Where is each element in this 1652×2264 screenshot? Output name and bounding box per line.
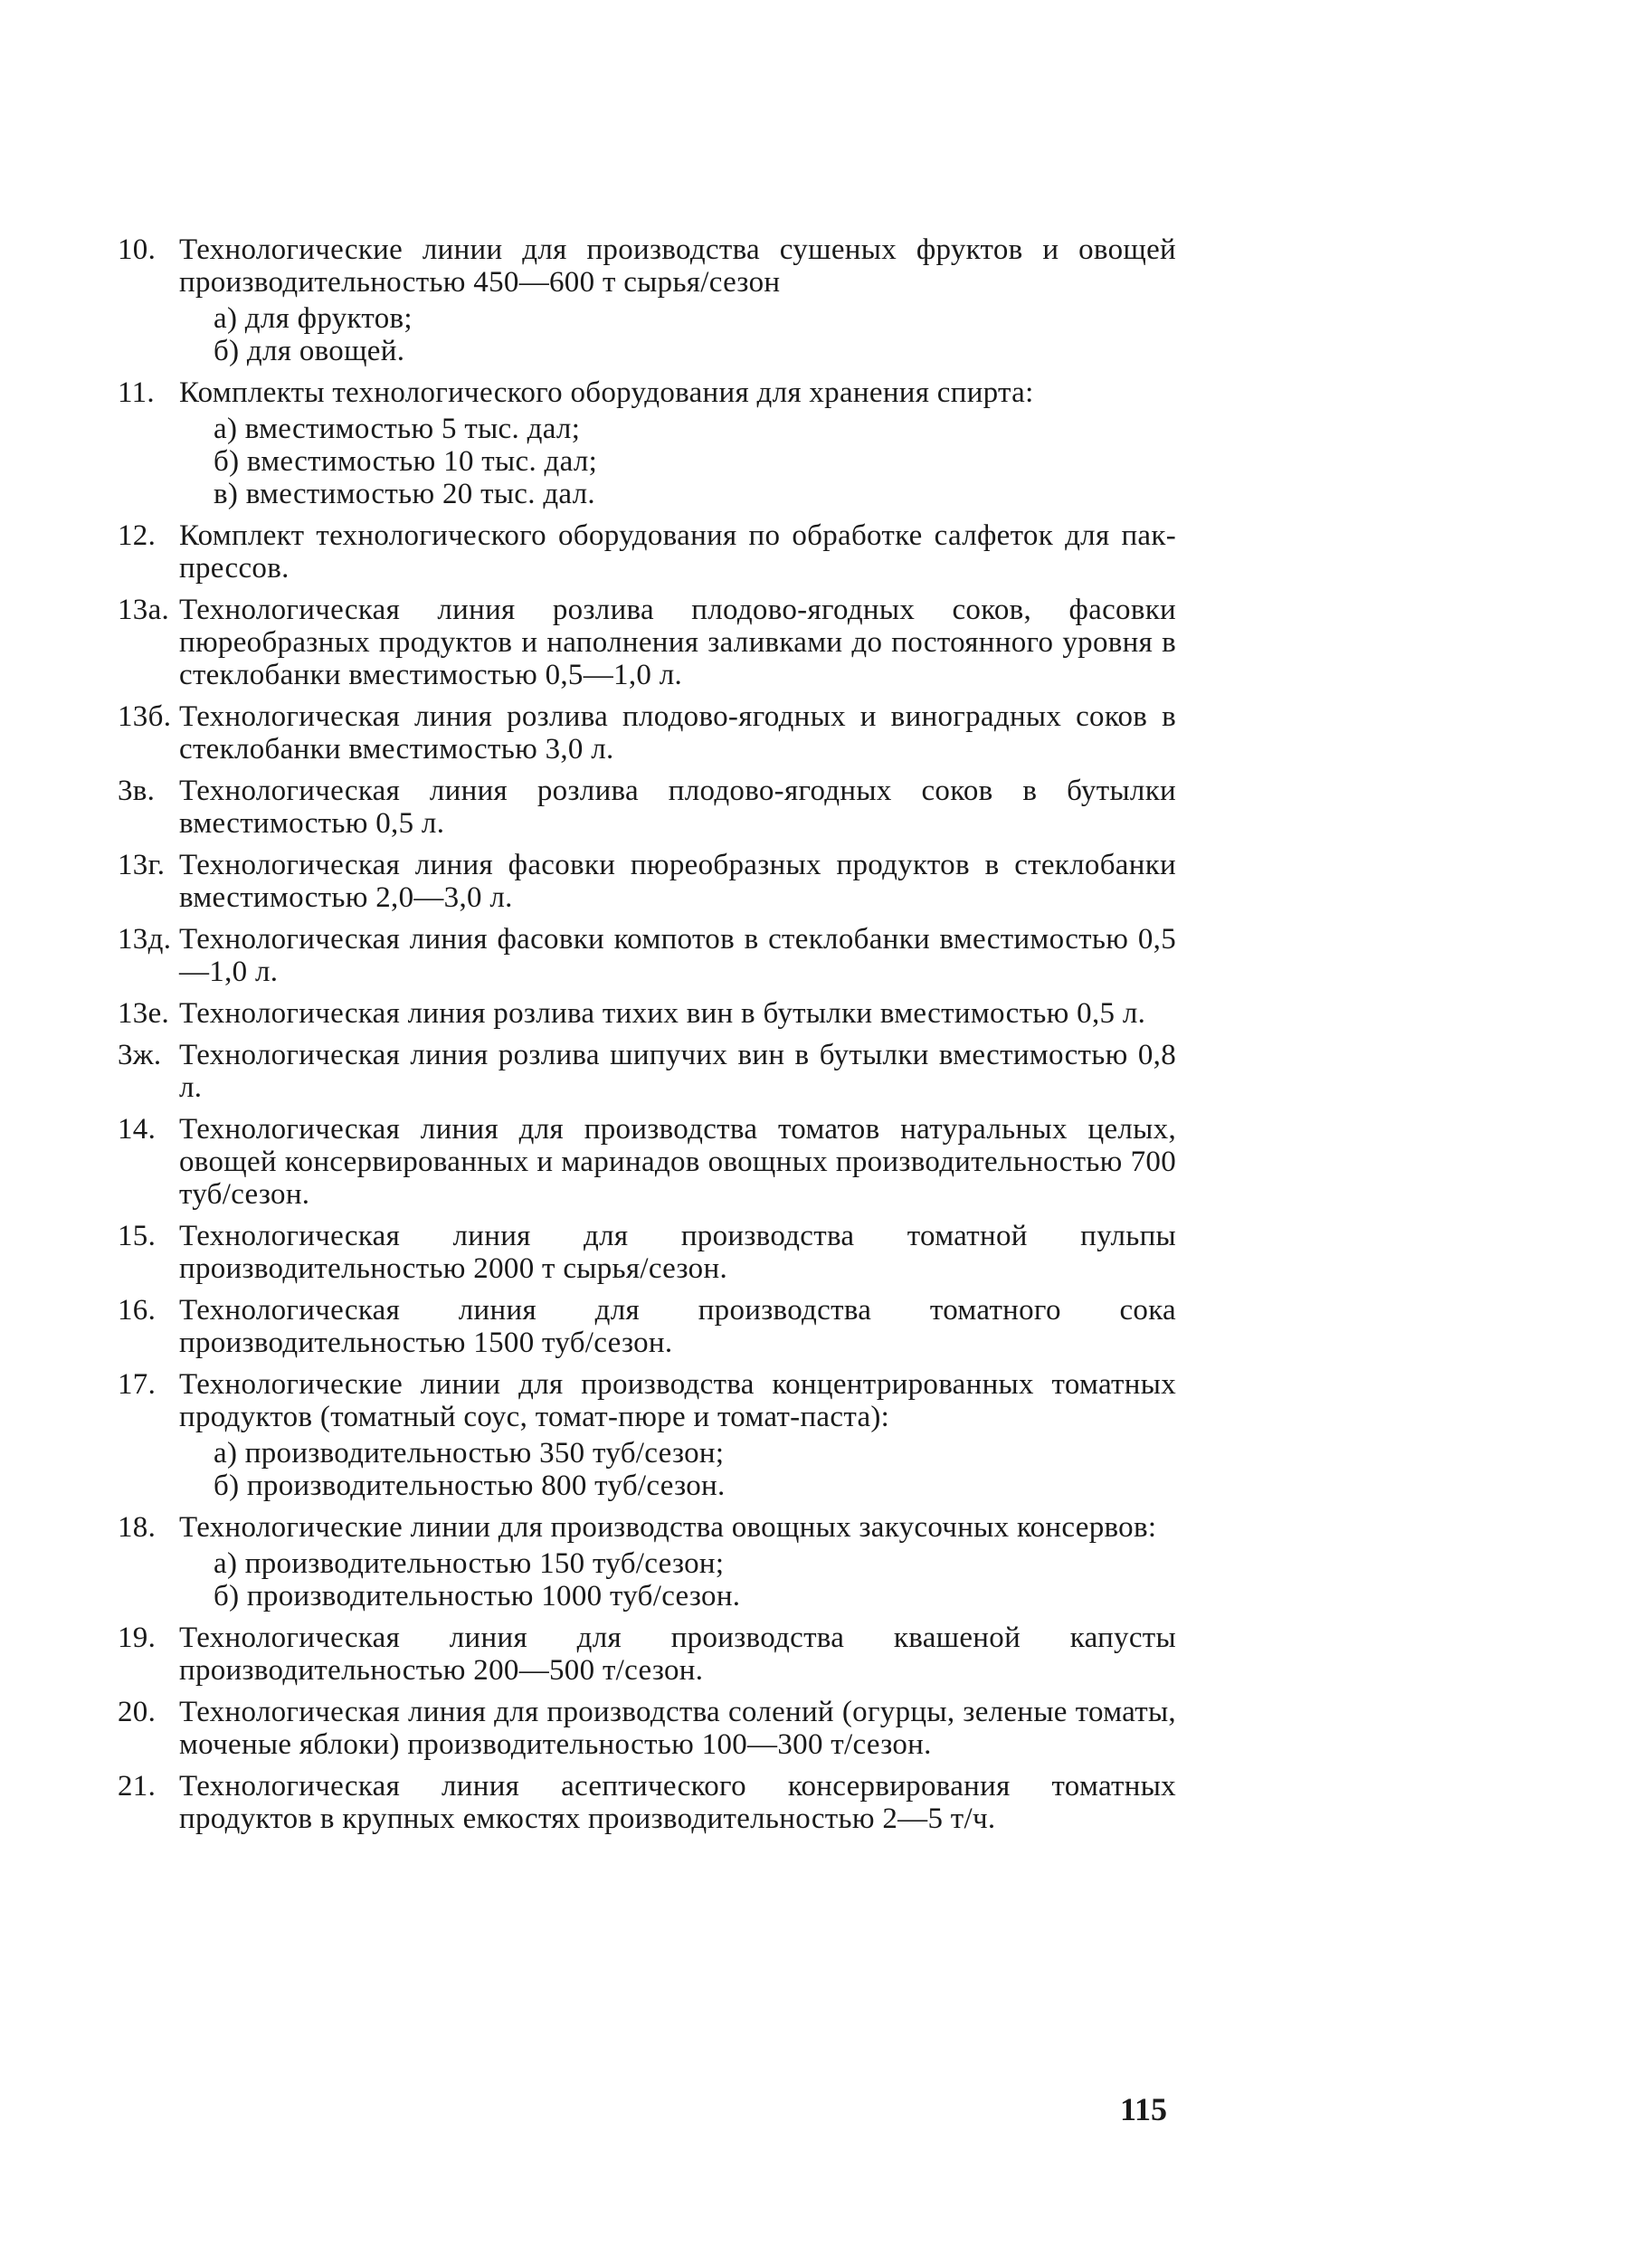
- sub-list: [179, 1437, 1176, 1502]
- list-item-17: [118, 1368, 1176, 1502]
- item-text: Комплект технологического оборудования по обработке салфеток для пак-прессов.: [179, 519, 1176, 585]
- sub-item: б) вместимостью 10 тыс. дал;: [214, 445, 598, 478]
- list-item-13d: [118, 923, 1176, 988]
- sub-item: а) производительностью 150 туб/сезон;: [214, 1547, 725, 1580]
- item-text: Технологическая линия для производства томатной пульпы производительностью 2000 т сырья/сезон.: [179, 1220, 1176, 1285]
- list-item-16: [118, 1294, 1176, 1359]
- item-text: Технологическая линия розлива плодово-ягодных соков, фасовки пюреобразных продуктов и наполнения заливками до постоянного уровня в стеклобанки вместимостью 0,5—1,0 л.: [179, 594, 1176, 691]
- sub-list: [179, 302, 1176, 367]
- sub-item: в) вместимостью 20 тыс. дал.: [214, 478, 595, 510]
- item-text: Технологические линии для производства концентрированных томатных продуктов (томатный соус, томат-пюре и томат-паста):: [179, 1368, 1176, 1433]
- list-item-21: [118, 1770, 1176, 1835]
- list-item-11: [118, 376, 1176, 510]
- item-number: 12.: [118, 519, 157, 552]
- list-item-13a: [118, 594, 1176, 691]
- list-item-13g: [118, 849, 1176, 914]
- list-item-13v: [118, 775, 1176, 840]
- list-item-13zh: [118, 1039, 1176, 1104]
- item-text: Технологическая линия для производства солений (огурцы, зеленые томаты, моченые яблоки) производительностью 100—300 т/сезон.: [179, 1696, 1176, 1761]
- list-item-12: [118, 519, 1176, 585]
- item-text: Технологические линии для производства сушеных фруктов и овощей производительностью 450—600 т сырья/сезон: [179, 233, 1176, 299]
- sub-item: а) производительностью 350 туб/сезон;: [214, 1437, 725, 1470]
- list-item-18: [118, 1511, 1176, 1612]
- page-number: 115: [1119, 2091, 1167, 2127]
- item-text: Технологическая линия розлива тихих вин в бутылки вместимостью 0,5 л.: [179, 997, 1146, 1030]
- item-number: 19.: [118, 1622, 157, 1654]
- item-text: Технологическая линия розлива плодово-ягодных соков в бутылки вместимостью 0,5 л.: [179, 775, 1176, 840]
- item-text: Технологическая линия розлива шипучих вин в бутылки вместимостью 0,8 л.: [179, 1039, 1176, 1104]
- equipment-list: [118, 233, 1176, 1844]
- list-item-15: [118, 1220, 1176, 1285]
- item-number: 18.: [118, 1511, 157, 1544]
- item-number: 20.: [118, 1696, 157, 1728]
- list-item-13e: [118, 997, 1176, 1030]
- list-item-19: [118, 1622, 1176, 1687]
- sub-list: [179, 413, 1176, 510]
- item-text: Технологические линии для производства овощных закусочных консервов:: [179, 1511, 1157, 1544]
- sub-item: б) производительностью 1000 туб/сезон.: [214, 1580, 741, 1612]
- item-number: 15.: [118, 1220, 157, 1252]
- item-number: 3в.: [118, 775, 156, 807]
- item-text: Технологическая линия для производства томатов натуральных целых, овощей консервированных и маринадов овощных производительностью 700 туб/сезон.: [179, 1113, 1176, 1211]
- item-number: 14.: [118, 1113, 157, 1146]
- sub-item: а) для фруктов;: [214, 302, 413, 335]
- item-number: 13г.: [118, 849, 166, 881]
- list-item-10: [118, 233, 1176, 367]
- item-text: Технологическая линия асептического консервирования томатных продуктов в крупных емкостях производительностью 2—5 т/ч.: [179, 1770, 1176, 1835]
- item-number: 13д.: [118, 923, 172, 956]
- item-number: 16.: [118, 1294, 157, 1327]
- item-text: Технологическая линия розлива плодово-ягодных и виноградных соков в стеклобанки вместимостью 3,0 л.: [179, 700, 1176, 766]
- item-number: 13б.: [118, 700, 172, 733]
- item-number: 11.: [118, 376, 155, 409]
- item-text: Комплекты технологического оборудования для хранения спирта:: [179, 376, 1034, 409]
- list-item-14: [118, 1113, 1176, 1211]
- list-item-13b: [118, 700, 1176, 766]
- list-item-20: [118, 1696, 1176, 1761]
- sub-item: б) производительностью 800 туб/сезон.: [214, 1470, 726, 1502]
- item-text: Технологическая линия для производства томатного сока производительностью 1500 туб/сезон.: [179, 1294, 1176, 1359]
- item-number: 13а.: [118, 594, 170, 626]
- sub-item: б) для овощей.: [214, 335, 405, 367]
- item-number: 17.: [118, 1368, 157, 1401]
- item-text: Технологическая линия фасовки компотов в стеклобанки вместимостью 0,5—1,0 л.: [179, 923, 1176, 988]
- item-number: 13е.: [118, 997, 170, 1030]
- item-number: 3ж.: [118, 1039, 162, 1071]
- item-number: 21.: [118, 1770, 157, 1803]
- item-text: Технологическая линия для производства квашеной капусты производительностью 200—500 т/сезон.: [179, 1622, 1176, 1687]
- sub-list: [179, 1547, 1176, 1612]
- item-text: Технологическая линия фасовки пюреобразных продуктов в стеклобанки вместимостью 2,0—3,0 л.: [179, 849, 1176, 914]
- item-number: 10.: [118, 233, 157, 266]
- sub-item: а) вместимостью 5 тыс. дал;: [214, 413, 581, 445]
